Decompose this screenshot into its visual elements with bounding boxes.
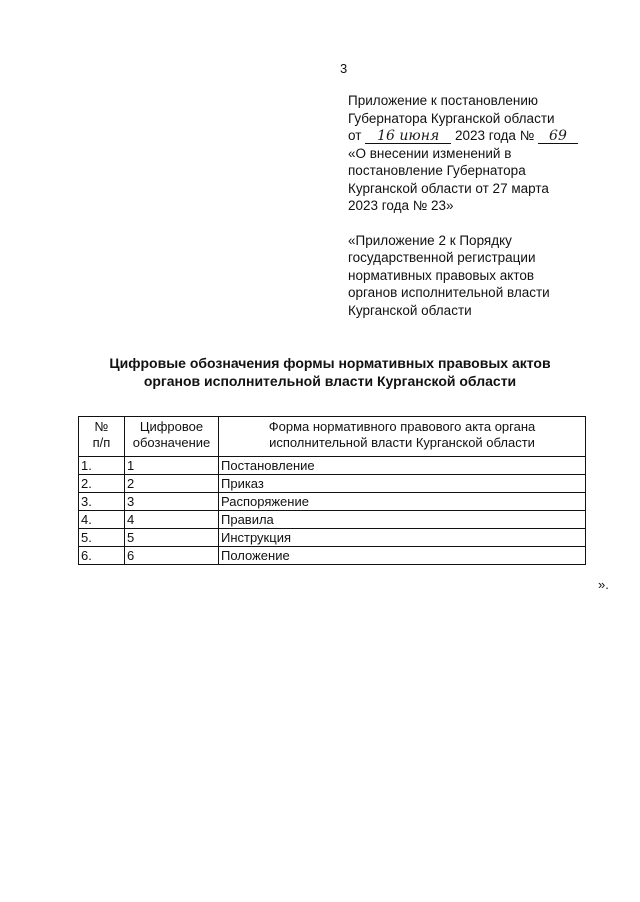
appendix-line-7: 2023 года № 23» [348, 198, 454, 213]
header-form-line-1: Форма нормативного правового акта органа [268, 419, 536, 434]
appendix-line-12: Курганской области [348, 302, 472, 318]
row-number: 4. [79, 511, 125, 529]
closing-quote-mark: ». [598, 577, 609, 592]
appendix-spacer [348, 215, 608, 232]
appendix-line-4: «О внесении изменений в [348, 145, 512, 161]
table-row [79, 547, 586, 565]
appendix-line-1: Приложение к постановлению [348, 93, 539, 108]
table-header-row [79, 417, 586, 457]
row-code: 5 [125, 529, 219, 547]
appendix-date-line [348, 127, 608, 145]
row-code: 2 [125, 475, 219, 493]
row-form: Постановление [219, 457, 586, 475]
header-number [79, 417, 125, 457]
header-code [125, 417, 219, 457]
row-form: Положение [219, 547, 586, 565]
row-form: Инструкция [219, 529, 586, 547]
header-form-line-2: исполнительной власти Курганской области [269, 435, 535, 450]
table-row [79, 457, 586, 475]
row-form: Приказ [219, 475, 586, 493]
row-number: 5. [79, 529, 125, 547]
row-code: 4 [125, 511, 219, 529]
row-number: 1. [79, 457, 125, 475]
title-line-2: органов исполнительной власти Курганской области [143, 373, 517, 389]
table-row [79, 529, 586, 547]
handwritten-number: 69 [538, 129, 578, 144]
appendix-line-11: органов исполнительной власти [348, 285, 550, 300]
row-code: 6 [125, 547, 219, 565]
row-code: 3 [125, 493, 219, 511]
header-form [219, 417, 586, 457]
table-row [79, 493, 586, 511]
row-form: Распоряжение [219, 493, 586, 511]
table-row [79, 511, 586, 529]
row-number: 3. [79, 493, 125, 511]
page-number: 3 [340, 61, 348, 76]
row-form: Правила [219, 511, 586, 529]
forms-table [78, 416, 586, 565]
table-row [79, 475, 586, 493]
appendix-line-5: постановление Губернатора [348, 163, 526, 178]
row-code: 1 [125, 457, 219, 475]
handwritten-date: 16 июня [365, 129, 451, 144]
header-number-line-1: № [94, 419, 109, 434]
appendix-line-9: государственной регистрации [348, 250, 536, 265]
appendix-line-6: Курганской области от 27 марта [348, 180, 549, 196]
header-code-line-1: Цифровое [139, 419, 204, 434]
appendix-line-2: Губернатора Курганской области [348, 110, 555, 126]
appendix-header [348, 92, 608, 319]
row-number: 6. [79, 547, 125, 565]
header-code-line-2: обозначение [132, 435, 211, 450]
document-title [60, 354, 600, 390]
appendix-line-10: нормативных правовых актов [348, 267, 535, 283]
from-label: от [348, 128, 362, 143]
appendix-line-8: «Приложение 2 к Порядку [348, 232, 512, 248]
year-label: 2023 года № [454, 128, 535, 143]
title-line-1: Цифровые обозначения формы нормативных правовых актов [109, 355, 551, 371]
row-number: 2. [79, 475, 125, 493]
header-number-line-2: п/п [92, 435, 111, 450]
